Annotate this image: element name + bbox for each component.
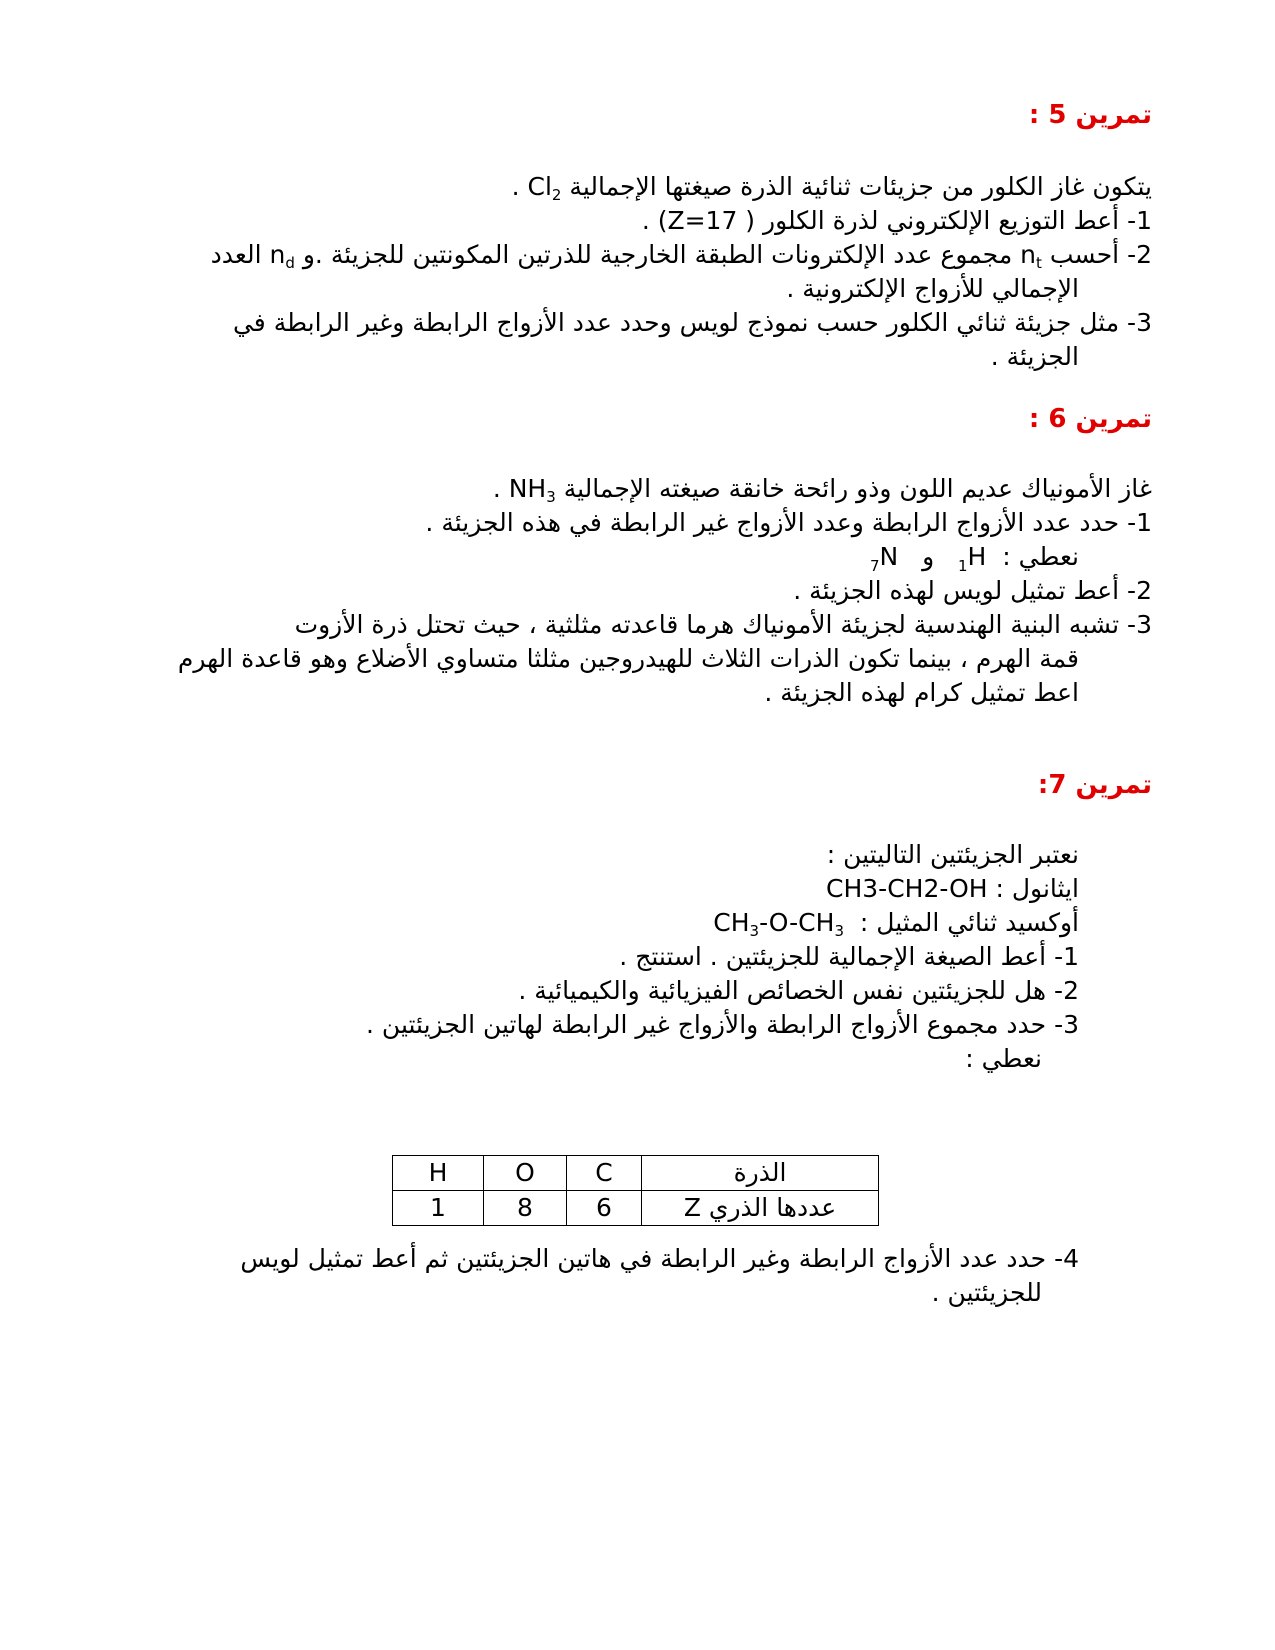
- exercise-6-title: تمرين 6 :: [1028, 404, 1152, 434]
- intro-end: .: [511, 172, 520, 201]
- table-cell: 8: [484, 1191, 567, 1226]
- table-cell: O: [484, 1156, 567, 1191]
- exercise-6-question-3-continued-2: اعط تمثيل كرام لهذه الجزيئة .: [764, 678, 1079, 707]
- q2-part-a: 2- أحسب: [1049, 240, 1152, 269]
- nd-subscript: d: [285, 254, 295, 272]
- exercise-5-question-2-continued: الإجمالي للأزواج الإلكترونية .: [786, 274, 1079, 303]
- exercise-5-question-1: 1- أعط التوزيع الإلكتروني لذرة الكلور ( Z=17) .: [641, 206, 1152, 235]
- ethanol-label: ايثانول :: [995, 874, 1079, 903]
- exercise-6-question-3: 3- تشبه البنية الهندسية لجزيئة الأمونياك هرما قاعدته مثلثية ، حيث تحتل ذرة الأزوت: [294, 610, 1152, 639]
- table-cell: H: [393, 1156, 484, 1191]
- ether-formula: [713, 908, 844, 940]
- ether-subscript-2: 3: [834, 922, 844, 940]
- exercise-5-title: تمرين 5 :: [1028, 100, 1152, 130]
- intro-text: غاز الأمونياك عديم اللون وذو رائحة خانقة صيغته الإجمالية: [563, 474, 1152, 503]
- exercise-7-ether: [713, 906, 1079, 943]
- table-cell: 6: [567, 1191, 642, 1226]
- given-label: نعطي :: [1002, 542, 1079, 571]
- hydrogen-atomic-number: 1: [958, 557, 968, 575]
- nt-subscript: t: [1036, 254, 1042, 272]
- nd-base: n: [269, 240, 286, 269]
- ether-label: أوكسيد ثنائي المثيل :: [859, 908, 1079, 937]
- ethanol-formula: CH3-CH2-OH: [826, 874, 988, 903]
- ether-subscript-1: 3: [749, 922, 760, 940]
- exercise-5-question-2: [211, 238, 1152, 275]
- ether-formula-part-2: -O-CH: [759, 908, 835, 937]
- nd-symbol: [269, 240, 295, 272]
- formula-base: Cl: [527, 172, 552, 201]
- table-header-row: [393, 1156, 879, 1191]
- exercise-7-ethanol: [826, 872, 1079, 906]
- table-cell: 1: [393, 1191, 484, 1226]
- table-row: [393, 1191, 879, 1226]
- formula-base: NH: [508, 474, 547, 503]
- nitrogen-letter: N: [879, 542, 899, 571]
- exercise-6-question-3-continued-1: قمة الهرم ، بينما تكون الذرات الثلاث للهيدروجين مثلثا متساوي الأضلاع وهو قاعدة الهرم: [177, 644, 1079, 673]
- q2-part-b: مجموع عدد الإلكترونات الطبقة الخارجية للذرتين المكونتين للجزيئة .و: [302, 240, 1013, 269]
- exercise-5-question-3-continued: الجزيئة .: [990, 342, 1079, 371]
- exercise-7-intro: نعتبر الجزيئتين التاليتين :: [826, 840, 1079, 869]
- hydrogen-letter: H: [967, 542, 987, 571]
- exercise-7-given: نعطي :: [965, 1044, 1042, 1073]
- exercise-7-question-1: 1- أعط الصيغة الإجمالية للجزيئتين . استنتج .: [619, 942, 1079, 971]
- exercise-7-title: تمرين 7:: [1037, 770, 1152, 800]
- formula-subscript: 3: [546, 488, 556, 506]
- exercise-6-question-2: 2- أعط تمثيل لويس لهذه الجزيئة .: [793, 576, 1152, 605]
- table-cell: الذرة: [642, 1156, 879, 1191]
- and-word: و: [922, 542, 935, 571]
- nt-symbol: [1020, 240, 1042, 272]
- ammonia-formula: [508, 474, 556, 506]
- nitrogen-atomic-number: 7: [869, 557, 880, 575]
- atomic-number-table: [392, 1155, 879, 1226]
- q2-part-c: العدد: [210, 240, 262, 269]
- ether-formula-part-1: CH: [713, 908, 750, 937]
- intro-text: يتكون غاز الكلور من جزيئات ثنائية الذرة صيغتها الإجمالية: [569, 172, 1152, 201]
- exercise-6-given: [870, 540, 1079, 577]
- exercise-7-question-2: 2- هل للجزيئتين نفس الخصائص الفيزيائية والكيميائية .: [518, 976, 1079, 1005]
- exercise-7-question-4-continued: للجزيئتين .: [931, 1278, 1042, 1307]
- exercise-7-question-4: 4- حدد عدد الأزواج الرابطة وغير الرابطة في هاتين الجزيئتين ثم أعط تمثيل لويس: [240, 1244, 1079, 1273]
- exercise-5-intro: [512, 170, 1152, 207]
- intro-end: .: [492, 474, 501, 503]
- nitrogen-symbol: [869, 542, 899, 575]
- nt-base: n: [1020, 240, 1037, 269]
- exercise-5-question-3: 3- مثل جزيئة ثنائي الكلور حسب نموذج لويس وحدد عدد الأزواج الرابطة وغير الرابطة في: [232, 308, 1152, 337]
- table-cell: عددها الذري Z: [642, 1191, 879, 1226]
- exercise-6-intro: [493, 472, 1152, 509]
- chlorine-formula: [527, 172, 562, 204]
- table-cell: C: [567, 1156, 642, 1191]
- formula-subscript: 2: [551, 186, 562, 204]
- hydrogen-symbol: [958, 542, 987, 575]
- exercise-7-question-3: 3- حدد مجموع الأزواج الرابطة والأزواج غير الرابطة لهاتين الجزيئتين .: [366, 1010, 1079, 1039]
- exercise-6-question-1: 1- حدد عدد الأزواج الرابطة وعدد الأزواج غير الرابطة في هذه الجزيئة .: [425, 508, 1152, 537]
